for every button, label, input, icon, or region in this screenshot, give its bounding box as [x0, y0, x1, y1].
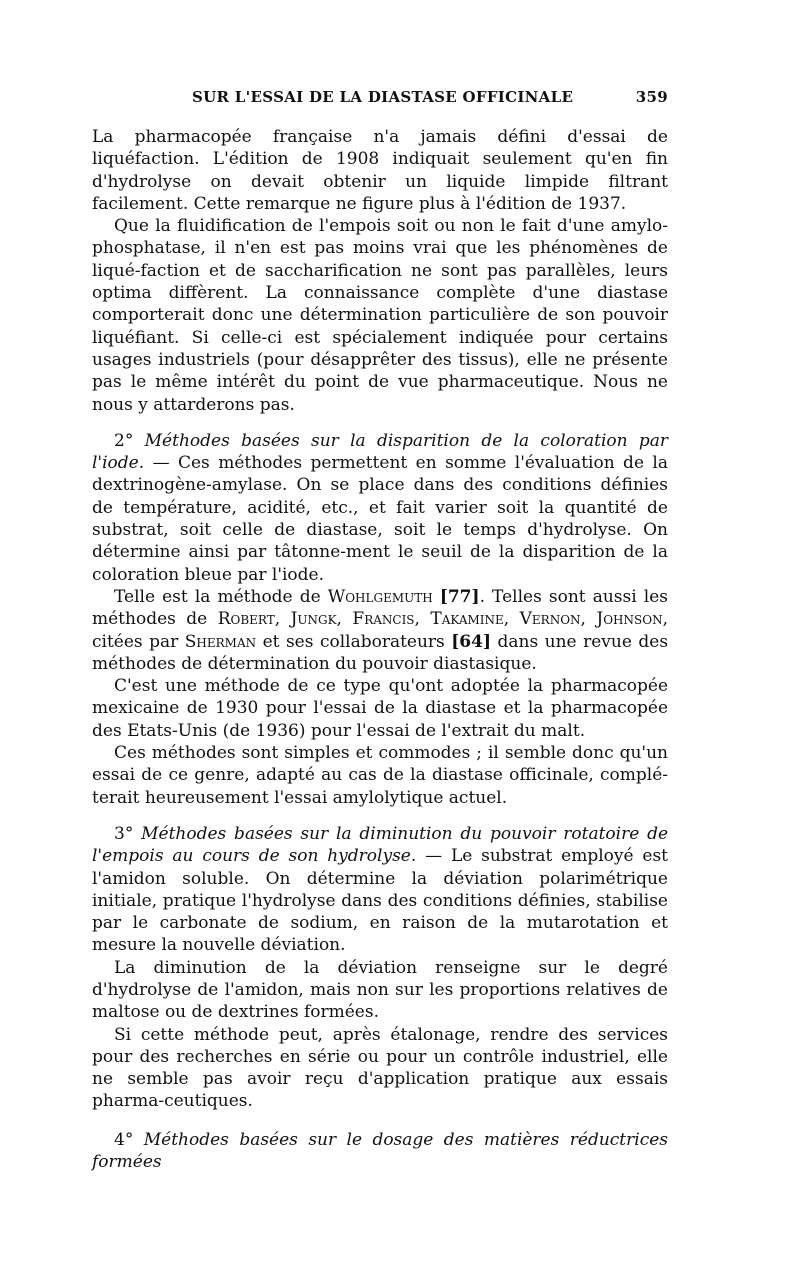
author-sherman: Sherman	[184, 631, 257, 652]
paragraph-fluidification: Que la fluidification de l'empois soit ou non le fait d'une amylo-phosphatase, il n'en est pas moins vrai que les phénomènes de liqué-faction et de saccharification ne sont pas parallèles, leurs optima diffèrent. La connaissance complète d'une diastase comporterait donc une détermination particulière de son pouvoir liquéfiant. Si celle-ci est spécialement indiquée pour certains usages industriels (pour désapprêter des tissus), elle ne présente pas le même intérêt du point de vue pharmaceutique. Nous ne nous y attarderons pas.	[92, 216, 668, 415]
author-list: Robert, Jungk, Francis, Takamine, Vernon, Johnson,	[217, 609, 668, 630]
reference-64: [64]	[451, 631, 492, 652]
body-text	[92, 126, 668, 1173]
section-2-title: Méthodes basées sur la disparition de la coloration par l'iode.	[92, 430, 669, 474]
section-3-text: — Le substrat employé est l'amidon soluble. On détermine la déviation polarimétrique initiale, pratique l'hydrolyse dans des conditions définies, stabilise par le carbonate de sodium, en raison de la mutarotation et mesure la nouvelle déviation.	[92, 846, 669, 956]
reference-77: [77]	[439, 586, 480, 607]
text-segment: dans une revue des méthodes de détermination du pouvoir diastasique.	[92, 631, 669, 674]
paragraph-methodes-simples: Ces méthodes sont simples et commodes ; il semble donc qu'un essai de ce genre, adapté au cas de la diastase officinale, complé-terait heureusement l'essai amylolytique actuel.	[92, 743, 668, 808]
author-wohlgemuth: Wohlgemuth	[327, 586, 433, 607]
paragraph-diminution-deviation: La diminution de la déviation renseigne sur le degré d'hydrolyse de l'amidon, mais non sur les proportions relatives de maltose ou de dextrines formées.	[92, 957, 668, 1023]
text-segment: . Telles sont aussi les méthodes de	[92, 586, 668, 630]
paragraph-etalonage: Si cette méthode peut, après étalonage, rendre des services pour des recherches en série ou pour un contrôle industriel, elle ne semble pas avoir reçu d'application pratique aux essais pharma-ceutiques.	[92, 1024, 668, 1112]
section-3-number: 3°	[114, 823, 134, 844]
paragraph-pharmacopee-mexicaine: C'est une méthode de ce type qu'ont adoptée la pharmacopée mexicaine de 1930 pour l'essai de la diastase et la pharmacopée des Etats-Unis (de 1936) pour l'essai de l'extrait du malt.	[92, 676, 668, 741]
text-segment: citées par	[92, 631, 179, 652]
page-number: 359	[635, 88, 668, 106]
header-title: SUR L'ESSAI DE LA DIASTASE OFFICINALE	[192, 88, 574, 106]
section-4-number: 4°	[114, 1129, 134, 1150]
section-4-paragraph	[92, 1129, 668, 1174]
paragraph-wohlgemuth	[92, 586, 668, 675]
section-2-paragraph	[92, 430, 668, 586]
text-segment: et ses collaborateurs	[262, 631, 445, 652]
text-segment: Telle est la méthode de	[114, 586, 321, 607]
section-3-title: Méthodes basées sur la diminution du pouvoir rotatoire de l'empois au cours de son hydrolyse.	[92, 823, 669, 867]
section-4-title: Méthodes basées sur le dosage des matières réductrices formées	[92, 1129, 668, 1173]
paragraph-liquefaction: La pharmacopée française n'a jamais défini d'essai de liquéfaction. L'édition de 1908 indiquait seulement qu'en fin d'hydrolyse on devait obtenir un liquide limpide filtrant facilement. Cette remarque ne figure plus à l'édition de 1937.	[92, 127, 668, 214]
section-2-text: — Ces méthodes permettent en somme l'évaluation de la dextrinogène-amylase. On se place dans des conditions définies de température, acidité, etc., et fait varier soit la quantité de substrat, soit celle de diastase, soit le temps d'hydrolyse. On détermine ainsi par tâtonne-ment le seuil de la disparition de la coloration bleue par l'iode.	[92, 453, 668, 585]
section-3-paragraph	[92, 823, 668, 957]
section-2-number: 2°	[114, 430, 134, 451]
